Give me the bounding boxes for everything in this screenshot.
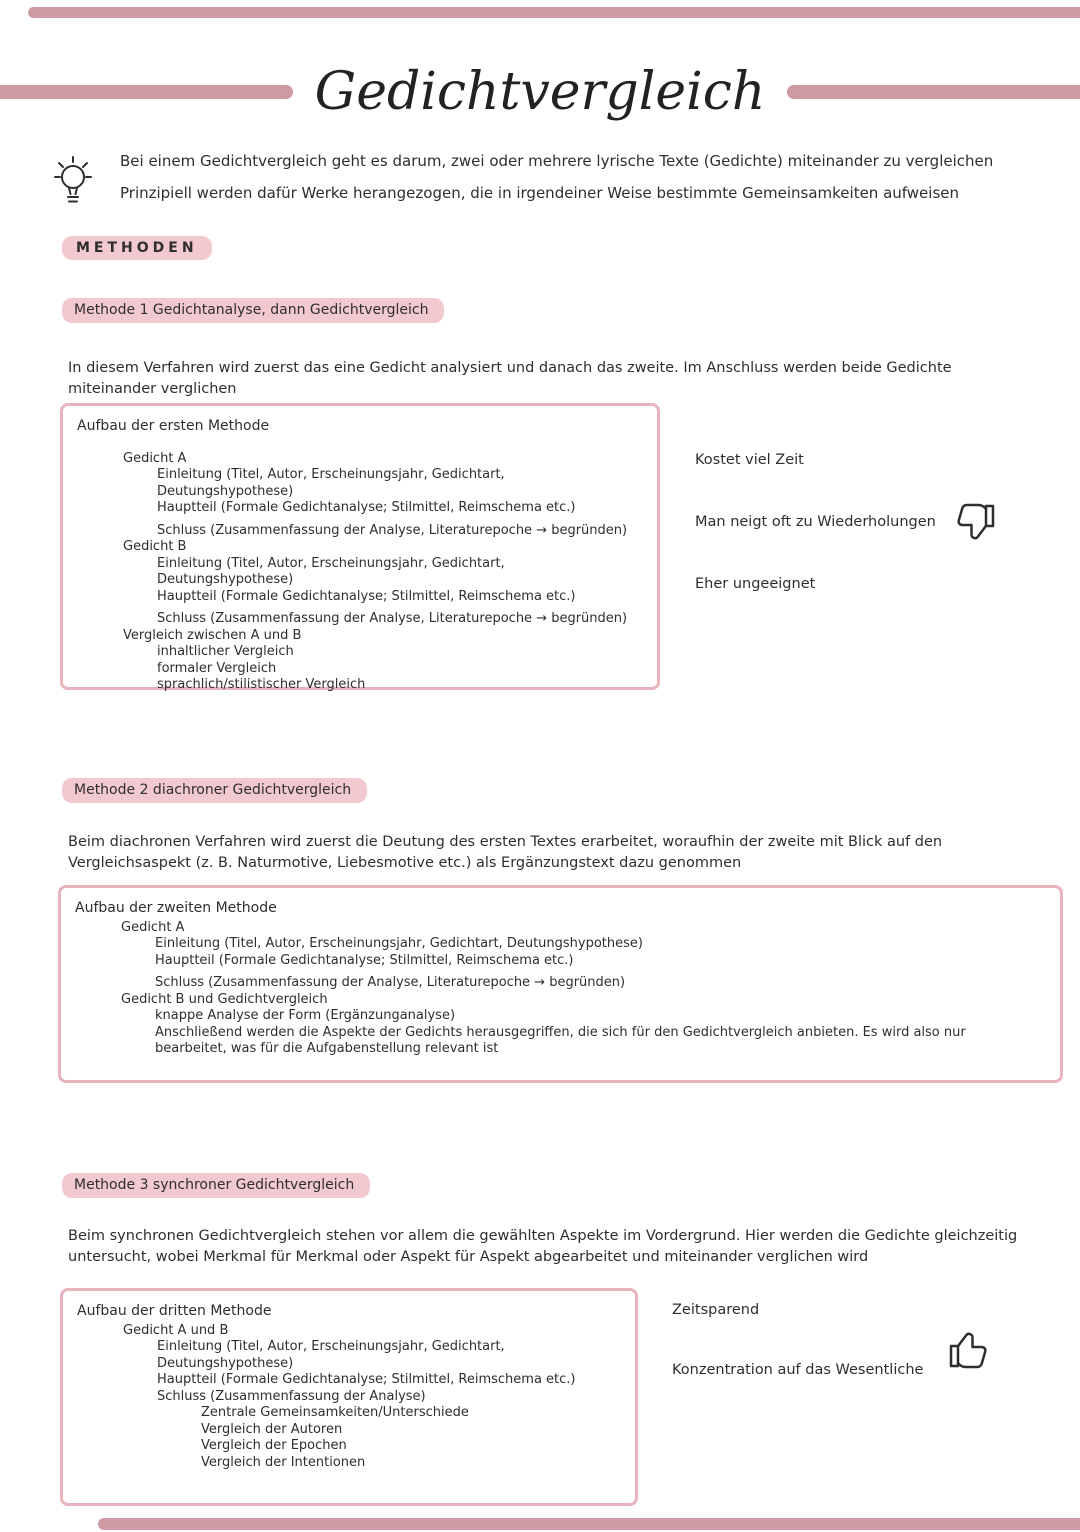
method2-heading: Methode 2 diachroner Gedichtvergleich [62, 778, 367, 803]
thumbs-down-icon [948, 498, 1000, 554]
list-item: Schluss (Zusammenfassung der Analyse, Literaturepoche → begründen) [157, 522, 628, 538]
top-accent-bar [28, 7, 1080, 18]
list-item: sprachlich/stilistischer Vergleich [157, 677, 366, 692]
bottom-accent-bar [98, 1518, 1080, 1530]
list-item: Einleitung (Titel, Autor, Erscheinungsjahr, Gedichtart, Deutungshypothese) [155, 936, 643, 951]
method3-paragraph: Beim synchronen Gedichtvergleich stehen vor allem die gewählten Aspekte im Vordergrund. Hier werden die Gedichte gleichzeitig untersucht, wobei Merkmal für Merkmal oder Aspekt für Aspekt abgearbeitet und miteinander verglichen wird [68, 1228, 1018, 1266]
methoden-heading: METHODEN [62, 236, 212, 260]
list-item: Vergleich zwischen A und B [123, 627, 302, 643]
method2-box-title: Aufbau der zweiten Methode [75, 900, 277, 916]
method3-box-title: Aufbau der dritten Methode [77, 1303, 272, 1319]
page-title: Gedichtvergleich [314, 62, 766, 122]
list-item: Hauptteil (Formale Gedichtanalyse; Stilmittel, Reimschema etc.) [157, 500, 576, 515]
intro-text [120, 146, 993, 216]
method3-note-1: Zeitsparend [672, 1302, 760, 1318]
list-item: Anschließend werden die Aspekte der Gedichts herausgegriffen, die sich für den Gedichtvergleich anbieten. Es wird also nur bearbeitet, was für die Aufgabenstellung relevant ist [155, 1024, 966, 1056]
method1-note-1: Kostet viel Zeit [695, 452, 804, 468]
method1-paragraph: In diesem Verfahren wird zuerst das eine Gedicht analysiert und danach das zweite. Im Anschluss werden beide Gedichte miteinander verglichen [68, 360, 952, 398]
intro-section [50, 146, 1040, 216]
list-item: knappe Analyse der Form (Ergänzunganalyse) [155, 1008, 456, 1023]
method1-box-title: Aufbau der ersten Methode [77, 418, 270, 434]
thumbs-up-icon [944, 1322, 996, 1378]
list-item: Schluss (Zusammenfassung der Analyse) [157, 1388, 426, 1404]
list-item: inhaltlicher Vergleich [157, 644, 294, 659]
list-item: Gedicht B und Gedichtvergleich [121, 991, 328, 1007]
method3-heading: Methode 3 synchroner Gedichtvergleich [62, 1173, 370, 1198]
title-accent-bar-left [0, 85, 293, 99]
list-item: Einleitung (Titel, Autor, Erscheinungsjahr, Gedichtart, Deutungshypothese) [157, 555, 505, 587]
method1-box [60, 403, 660, 690]
list-item: Gedicht A und B [123, 1322, 229, 1338]
title-accent-bar-right [787, 85, 1080, 99]
list-item: Hauptteil (Formale Gedichtanalyse; Stilmittel, Reimschema etc.) [157, 588, 576, 604]
list-item: Hauptteil (Formale Gedichtanalyse; Stilmittel, Reimschema etc.) [157, 1372, 576, 1387]
method1-note-2: Man neigt oft zu Wiederholungen [695, 514, 936, 530]
list-item: Gedicht A [121, 919, 185, 935]
list-item: Schluss (Zusammenfassung der Analyse, Literaturepoche → begründen) [155, 975, 626, 990]
title-row [0, 64, 1080, 120]
method2-paragraph: Beim diachronen Verfahren wird zuerst die Deutung des ersten Textes erarbeitet, woraufhin der zweite mit Blick auf den Vergleichsaspekt (z. B. Naturmotive, Liebesmotive etc.) als Ergänzungstext dazu genommen [68, 834, 943, 872]
list-item: Vergleich der Intentionen [201, 1454, 366, 1470]
intro-line-2: Prinzipiell werden dafür Werke herangezogen, die in irgendeiner Weise bestimmte Gemeinsamkeiten aufweisen [120, 183, 960, 202]
list-item: Gedicht B [123, 539, 187, 554]
list-item: Vergleich der Epochen [201, 1438, 347, 1453]
list-item: Vergleich der Autoren [201, 1421, 343, 1437]
method3-box [60, 1288, 638, 1506]
list-item: formaler Vergleich [157, 660, 277, 676]
intro-line-1: Bei einem Gedichtvergleich geht es darum, zwei oder mehrere lyrische Texte (Gedichte) miteinander zu vergleichen [120, 152, 994, 170]
method3-note-2: Konzentration auf das Wesentliche [672, 1362, 924, 1378]
list-item: Gedicht A [123, 450, 187, 466]
list-item: Hauptteil (Formale Gedichtanalyse; Stilmittel, Reimschema etc.) [155, 952, 574, 968]
list-item: Einleitung (Titel, Autor, Erscheinungsjahr, Gedichtart, Deutungshypothese) [157, 467, 505, 499]
list-item: Schluss (Zusammenfassung der Analyse, Literaturepoche → begründen) [157, 611, 628, 626]
list-item: Einleitung (Titel, Autor, Erscheinungsjahr, Gedichtart, Deutungshypothese) [157, 1339, 505, 1371]
lightbulb-icon [50, 150, 96, 214]
list-item: Zentrale Gemeinsamkeiten/Unterschiede [201, 1405, 469, 1420]
method1-heading: Methode 1 Gedichtanalyse, dann Gedichtvergleich [62, 298, 444, 323]
method2-box [58, 885, 1063, 1083]
method1-note-3: Eher ungeeignet [695, 576, 816, 592]
